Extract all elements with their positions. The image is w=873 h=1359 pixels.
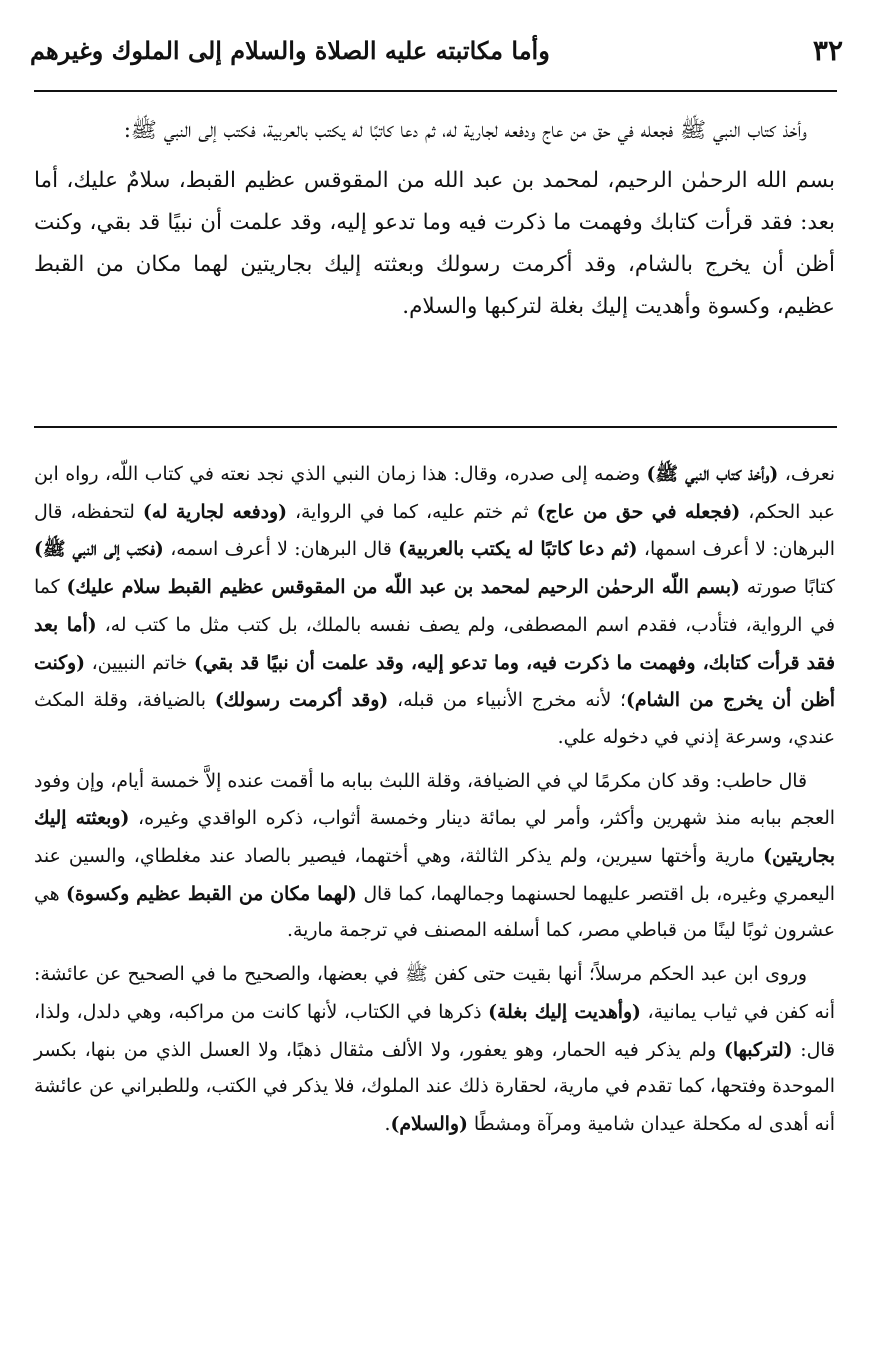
commentary-text: لتحفظه، قال البرهان: لا أعرف اسمها، <box>34 501 835 561</box>
commentary-text: وروى ابن عبد الحكم مرسلاً؛ أنها بقيت حتى كفن ﷺ في بعضها، والصحيح ما في الصحيح عن عائشة: أنه كفن في ثياب يمانية، <box>34 964 835 1023</box>
main-text <box>34 110 835 336</box>
commentary-paragraph <box>34 764 835 951</box>
quoted-main-text: (والسلام) <box>390 1112 468 1135</box>
quoted-main-text: (أما بعد فقد قرأت كتابك، وفهمت ما ذكرت فيه، وما تدعو إليه، وقد علمت أن نبيًا قد بقي) <box>34 613 835 674</box>
commentary-text: . <box>384 1113 391 1135</box>
commentary-text: قال حاطب: وقد كان مكرمًا لي في الضيافة، وقلة اللبث ببابه ما أقمت عنده إلاَّ خمسة أيام، وإن وفود العجم ببابه منذ شهرين وأكثر، وأمر لي بمائة دينار وخمسة أثواب، ذكره الواقدي وغيره، <box>34 770 836 830</box>
commentary-text: هي عشرون ثوبًا لينًا من قباطي مصر، كما أسلفه المصنف في ترجمة مارية. <box>34 883 835 942</box>
running-title: وأما مكاتبته عليه الصلاة والسلام إلى الملوك وغيرهم <box>30 35 550 65</box>
page-number: ٣٢ <box>812 33 843 67</box>
commentary-separator <box>34 426 837 428</box>
main-text-letter: بسم الله الرحمٰن الرحيم، لمحمد بن عبد الله من المقوقس عظيم القبط، سلامٌ عليك، أما بعد: فقد قرأت كتابك وفهمت ما ذكرت فيه وما تدعو إليه، وقد علمت أن نبيًا قد بقي، وكنت أظن أن يخرج بالشام، وقد أكرمت رسولك وبعثته إليك بجاريتين لهما مكان من القبط عظيم، وكسوة وأهديت إليك بغلة لتركبها والسلام. <box>34 168 835 319</box>
quoted-main-text: (لهما مكان من القبط عظيم وكسوة) <box>65 882 357 905</box>
commentary-paragraph <box>34 456 835 757</box>
commentary-text: قال البرهان: لا أعرف اسمه، <box>163 539 399 561</box>
commentary-paragraph <box>34 957 835 1144</box>
commentary-text: ثم ختم عليه، كما في الرواية، <box>286 501 537 523</box>
quoted-main-text: (فجعله في حق من عاج) <box>536 500 741 523</box>
quoted-main-text: (لتركبها) <box>723 1038 793 1061</box>
main-text-paragraph: وأخذ كتاب النبي ﷺ فجعله في حق من عاج ودفعه لجارية له، ثم دعا كاتبًا له يكتب بالعربية، فكتب إلى النبي ﷺ: <box>123 118 807 143</box>
quoted-main-text: (وبعثته إليك بجاريتين) <box>34 807 835 868</box>
commentary <box>34 456 835 1151</box>
quoted-main-text: (وأخذ كتاب النبي ﷺ) <box>646 463 779 485</box>
commentary-text: بالضيافة، وقلة المكث عندي، وسرعة إذني في دخوله علي. <box>34 690 835 748</box>
quoted-main-text: (ودفعه لجارية له) <box>142 500 287 523</box>
commentary-text: خاتم النبيين، <box>85 652 194 674</box>
commentary-text: نعرف، <box>778 464 835 485</box>
quoted-main-text: (وقد أكرمت رسولك) <box>214 689 389 712</box>
commentary-text: ؛ لأنه مخرج الأنبياء من قبله، <box>388 690 626 712</box>
commentary-text: وضمه إلى صدره، وقال: هذا زمان النبي الذي نجد نعته في كتاب اللّه، رواه ابن عبد الحكم، <box>34 464 835 523</box>
header-rule <box>34 90 837 92</box>
quoted-main-text: (فكتب إلى النبي ﷺ) <box>34 538 164 561</box>
quoted-main-text: (بسم اللّه الرحمٰن الرحيم لمحمد بن عبد اللّه من المقوقس عظيم القبط سلام عليك) <box>66 576 740 599</box>
quoted-main-text: (وكنت أظن أن يخرج من الشام) <box>34 651 835 712</box>
commentary-text: كما في الرواية، فتأدب، فقدم اسم المصطفى، ولم يصف نفسه بالملك، بل كتب مثل ما كتب له، <box>34 577 836 636</box>
quoted-main-text: (وأهديت إليك بغلة) <box>488 1000 641 1023</box>
commentary-text: كتابًا صورته <box>739 577 835 599</box>
commentary-text: ذكرها في الكتاب، لأنها كانت من مراكبه، وهي دلدل، ولذا، قال: <box>34 1001 835 1061</box>
page-header <box>30 26 843 74</box>
commentary-text: مارية وأختها سيرين، ولم يذكر الثالثة، وهي أختهما، فيصير بالصاد عند مغلطاي، والسين عند اليعمري وغيره، بل اقتصر عليهما لحسنهما وجمالهما، كما قال <box>34 846 836 905</box>
quoted-main-text: (ثم دعا كاتبًا له يكتب بالعربية) <box>398 538 638 561</box>
commentary-text: ولم يذكر فيه الحمار، وهو يعفور، ولا الألف مثقال ذهبًا، ولا العسل الذي من بنها، بكسر الموحدة وفتحها، كما تقدم في مارية، لحقارة ذلك عند الملوك، فلا يذكر في الكتب، وللطبراني عن عائشة أنه أهدى له مكحلة عيدان شامية ومرآة ومشطًا <box>34 1039 835 1135</box>
